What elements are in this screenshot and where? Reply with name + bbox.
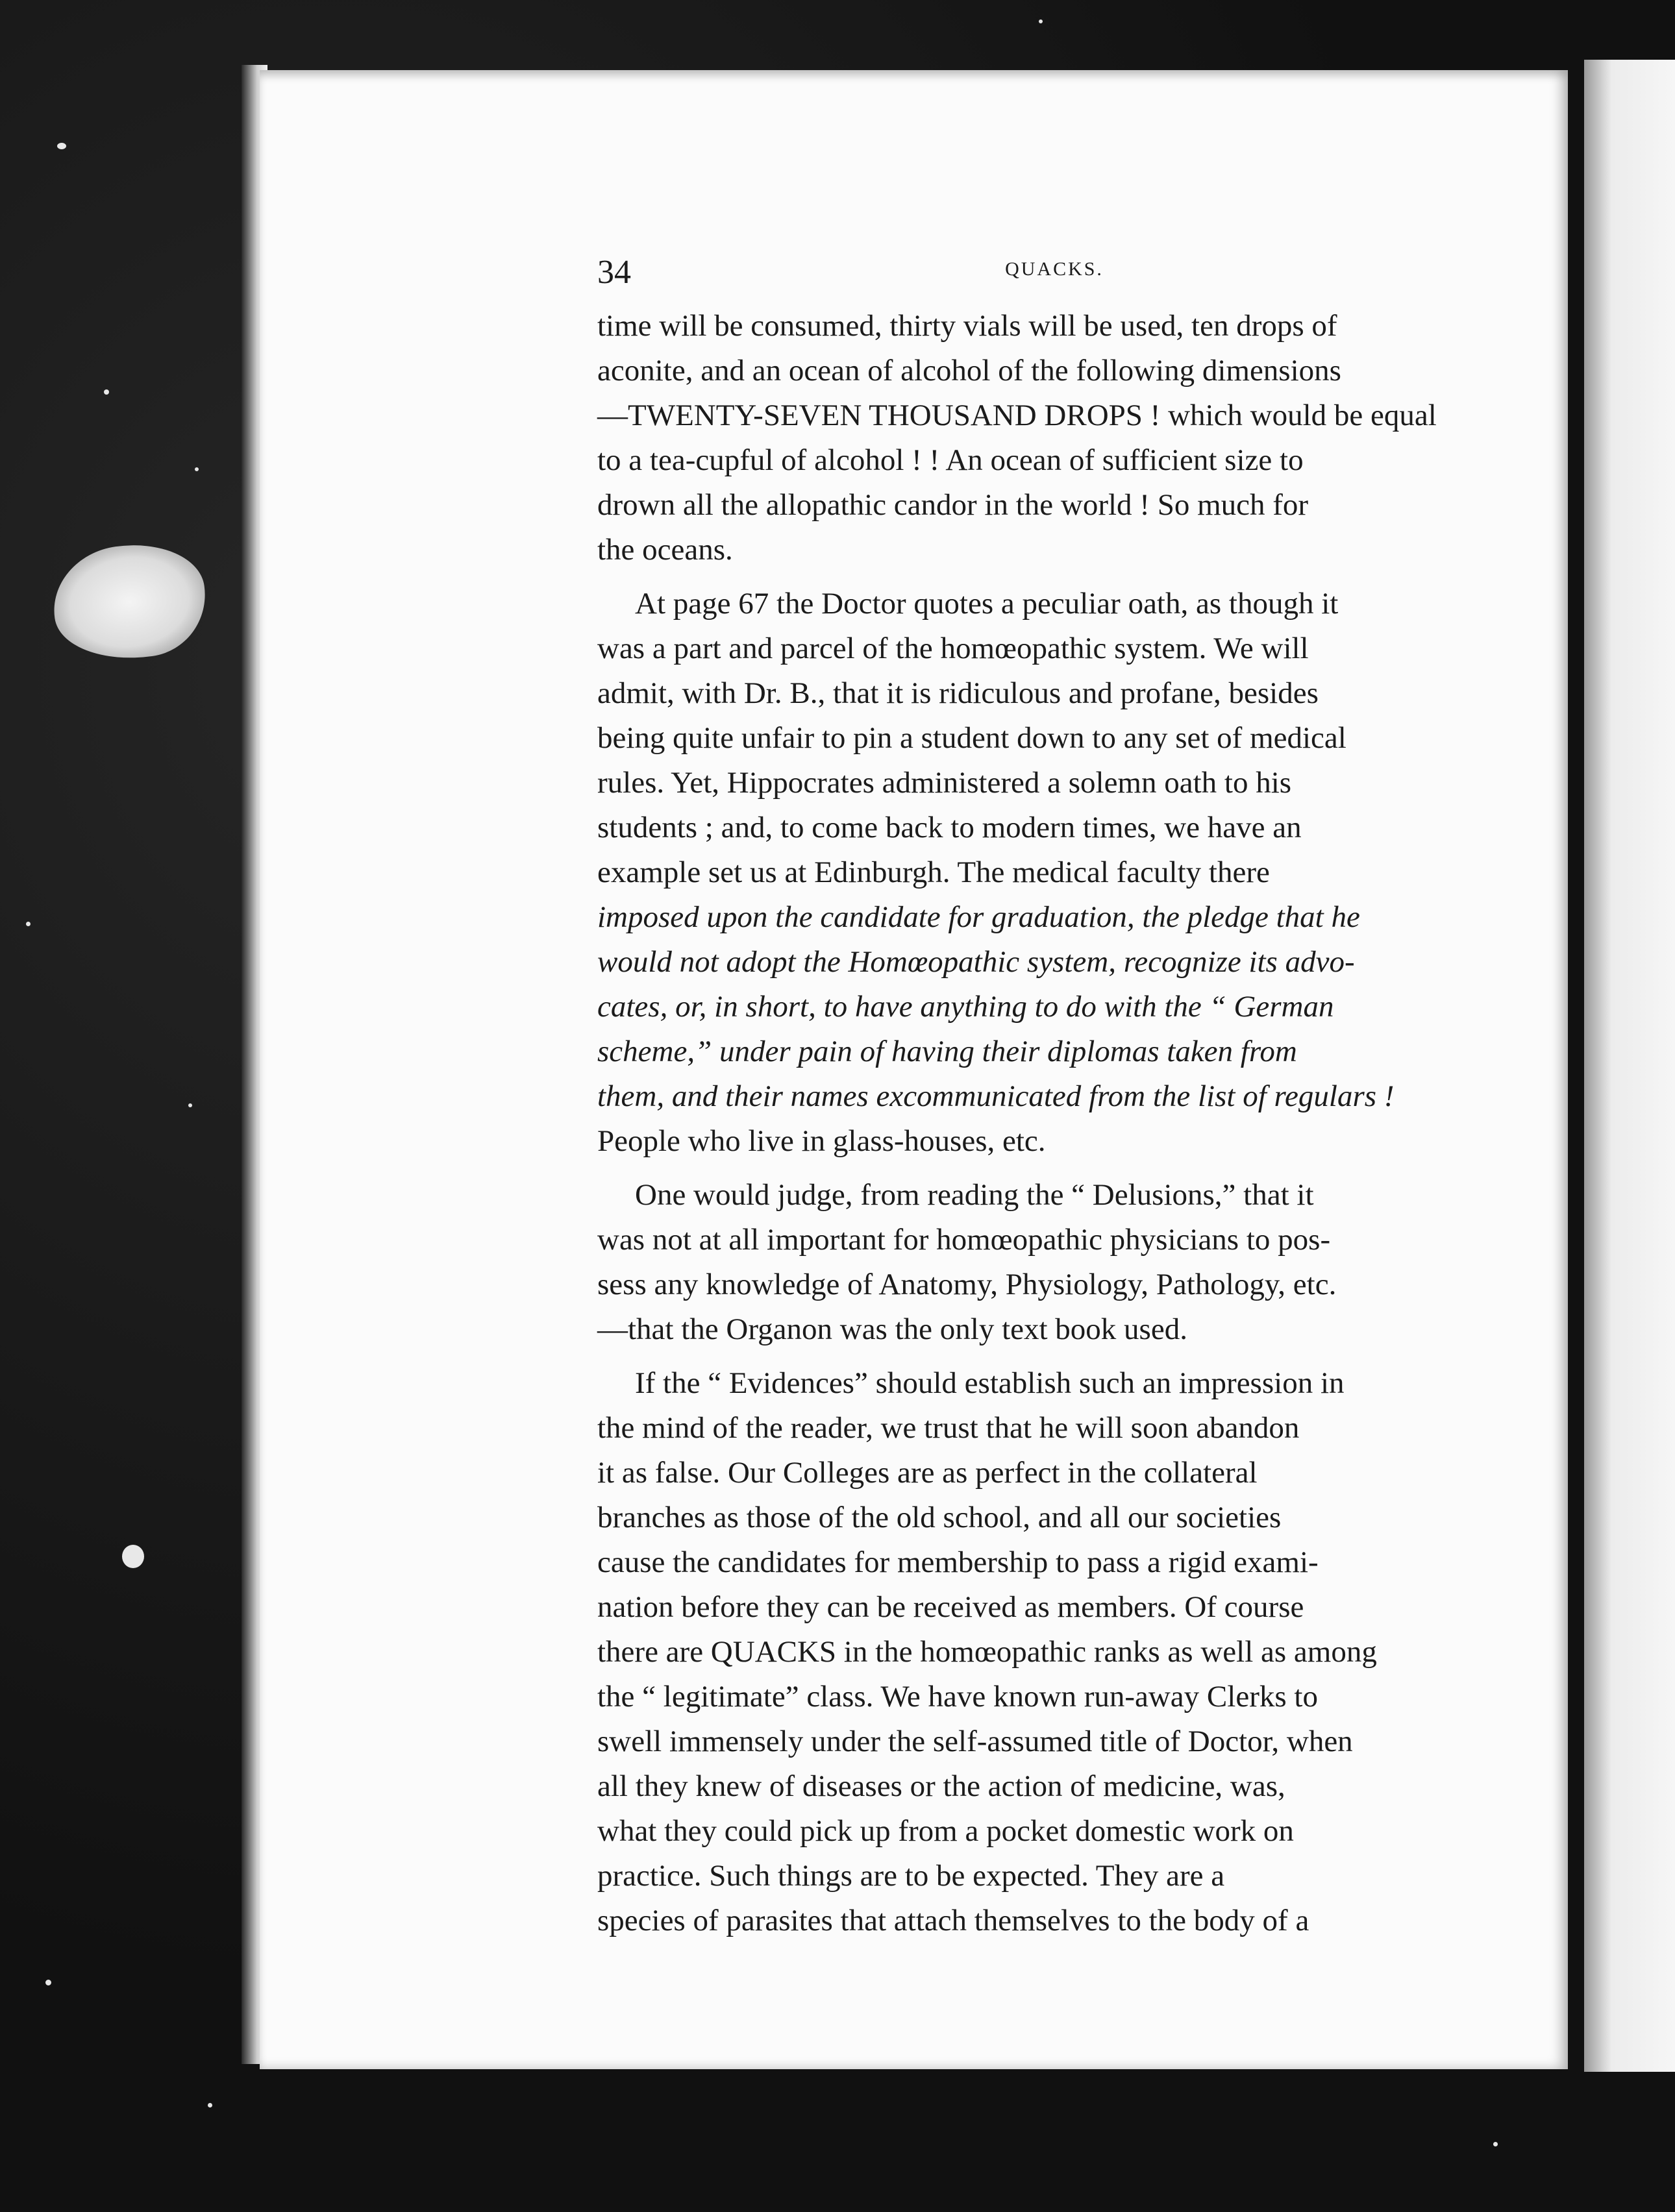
dust-speck [188, 1103, 192, 1107]
text-line: there are QUACKS in the homœopathic ranks as well as among [597, 1635, 1377, 1669]
dust-speck [104, 389, 109, 395]
text-line: species of parasites that attach themselves to the body of a [597, 1904, 1309, 1937]
paper-stain [46, 535, 213, 669]
text-line-italic: them, and their names excommunicated from the list of regulars ! [597, 1079, 1395, 1113]
running-head [340, 241, 1470, 291]
text-line: aconite, and an ocean of alcohol of the following dimensions [597, 354, 1341, 387]
text-line: the mind of the reader, we trust that he will soon abandon [597, 1411, 1300, 1445]
dust-speck [122, 1545, 144, 1568]
page-number: 34 [597, 254, 631, 291]
text-line: At page 67 the Doctor quotes a peculiar oath, as though it [635, 587, 1339, 621]
text-line: the oceans. [597, 533, 733, 567]
text-line: admit, with Dr. B., that it is ridiculous and profane, besides [597, 676, 1319, 710]
text-line-italic: would not adopt the Homœopathic system, recognize its advo- [597, 945, 1355, 979]
dust-speck [1493, 2142, 1498, 2146]
body-text [597, 304, 1675, 1952]
dust-speck [208, 2103, 212, 2108]
text-line-italic: scheme,” under pain of having their diplomas taken from [597, 1035, 1297, 1068]
text-line: swell immensely under the self-assumed title of Doctor, when [597, 1725, 1353, 1758]
text-line-italic: cates, or, in short, to have anything to do with the “ German [597, 990, 1334, 1024]
text-line: the “ legitimate” class. We have known run-away Clerks to [597, 1680, 1318, 1714]
text-line: If the “ Evidences” should establish such an impression in [635, 1366, 1345, 1400]
page-content [340, 241, 1470, 1937]
text-line: drown all the allopathic candor in the world ! So much for [597, 488, 1309, 522]
text-line: to a tea-cupful of alcohol ! ! An ocean of sufficient size to [597, 443, 1304, 477]
text-line: branches as those of the old school, and all our societies [597, 1501, 1282, 1534]
text-line: cause the candidates for membership to pass a rigid exami- [597, 1545, 1319, 1579]
text-line-italic: imposed upon the candidate for graduation, the pledge that he [597, 900, 1360, 934]
paragraph [597, 1361, 1675, 1943]
running-title: QUACKS. [1005, 258, 1104, 280]
text-line: all they knew of diseases or the action of medicine, was, [597, 1769, 1285, 1803]
dust-speck [26, 922, 31, 926]
text-line: was not at all important for homœopathic physicians to pos- [597, 1223, 1331, 1257]
dust-speck [1039, 19, 1043, 23]
dust-speck [45, 1980, 51, 1985]
text-line: One would judge, from reading the “ Delusions,” that it [635, 1178, 1314, 1212]
text-line: students ; and, to come back to modern times, we have an [597, 811, 1302, 844]
text-line: nation before they can be received as members. Of course [597, 1590, 1304, 1624]
text-line: time will be consumed, thirty vials will be used, ten drops of [597, 309, 1337, 343]
dust-speck [195, 467, 199, 471]
text-line: what they could pick up from a pocket domestic work on [597, 1814, 1294, 1848]
text-line: was a part and parcel of the homœopathic system. We will [597, 632, 1309, 665]
text-line: sess any knowledge of Anatomy, Physiology, Pathology, etc. [597, 1268, 1337, 1301]
text-line: rules. Yet, Hippocrates administered a solemn oath to his [597, 766, 1292, 800]
text-line: practice. Such things are to be expected. They are a [597, 1859, 1225, 1893]
text-line: People who live in glass-houses, etc. [597, 1124, 1046, 1158]
paragraph [597, 1173, 1675, 1352]
text-line: being quite unfair to pin a student down to any set of medical [597, 721, 1346, 755]
paragraph [597, 304, 1675, 572]
text-line: it as false. Our Colleges are as perfect in the collateral [597, 1456, 1258, 1490]
text-line: —TWENTY-SEVEN THOUSAND DROPS ! which would be equal [597, 399, 1437, 432]
paragraph [597, 582, 1675, 1164]
text-line: example set us at Edinburgh. The medical faculty there [597, 855, 1270, 889]
dust-speck [57, 143, 66, 149]
text-line: —that the Organon was the only text book used. [597, 1312, 1187, 1346]
